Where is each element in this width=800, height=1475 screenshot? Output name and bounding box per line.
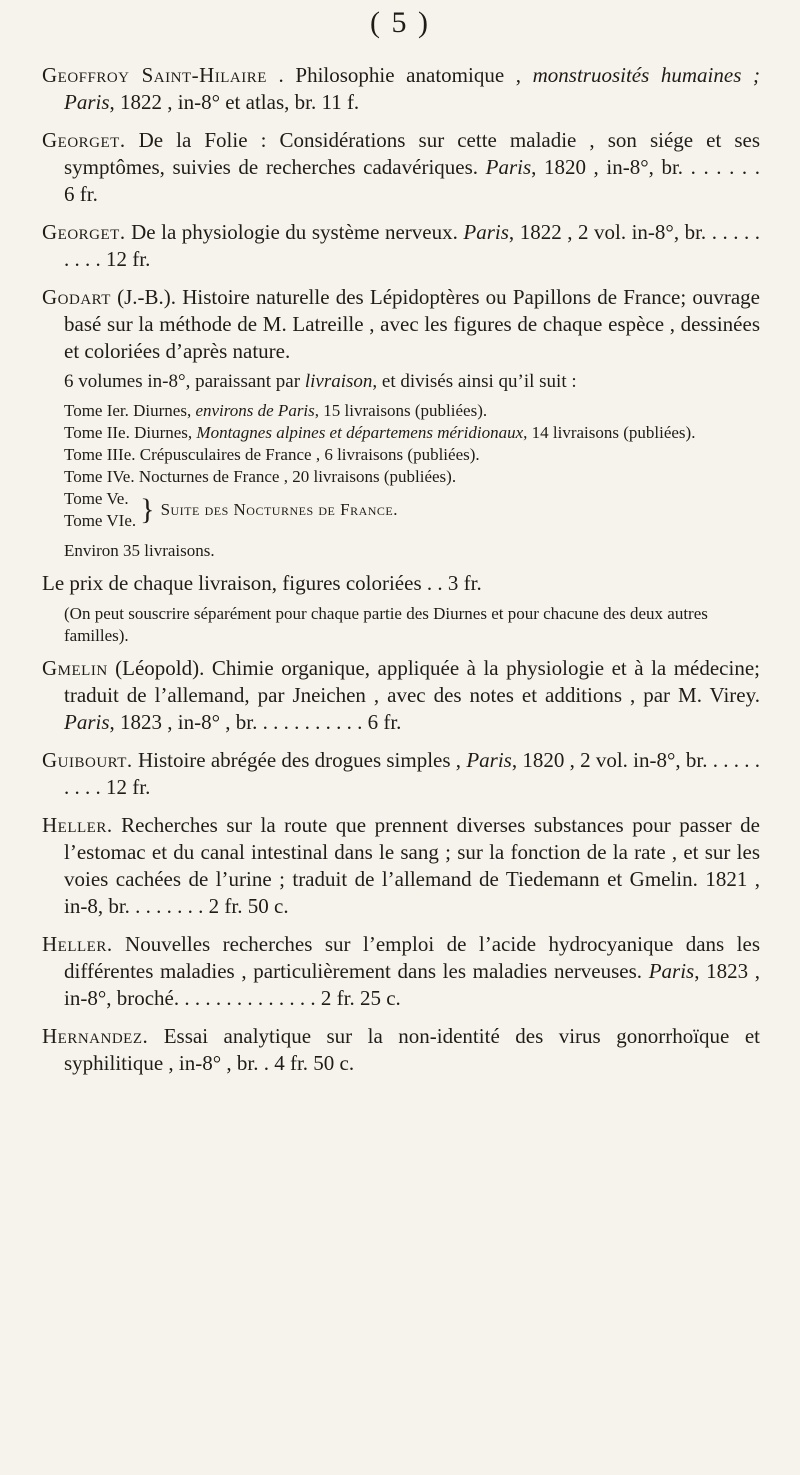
entry-rest: , 1823 , in-8°, broché. . . . . . . . . . . . . . — [64, 959, 761, 1010]
entry-rest: , 1823 , in-8° , br. . . . . . . . . . . — [109, 710, 363, 734]
tome-italic: environs de Paris — [195, 401, 315, 420]
entry-geoffroy — [42, 62, 760, 116]
entry-rest: , 1822 , 2 vol. in-8°, br. . . . . . . . . . — [64, 220, 761, 271]
entry-godart — [42, 284, 760, 365]
volumes-text: 6 volumes in-8°, paraissant par — [64, 371, 301, 392]
tome-rest: , 15 livraisons (publiées). — [314, 401, 488, 420]
brace-labels — [64, 488, 136, 532]
entry-text: . Philosophie anatomique , — [278, 63, 521, 87]
entry-price: 6 fr. — [64, 182, 98, 206]
tome-label: Tome IIIe. Crépusculaires de France , — [64, 445, 321, 464]
entry-price: 6 fr. — [367, 710, 402, 734]
tome-rest: 20 livraisons (publiées). — [292, 467, 457, 486]
entry-gmelin — [42, 655, 760, 736]
entry-price: 2 fr. 50 c. — [208, 894, 289, 918]
entry-author: Geoffroy Saint-Hilaire — [42, 63, 267, 87]
entry-price: 4 fr. 50 c. — [274, 1051, 355, 1075]
entry-rest: , 1820 , 2 vol. in-8°, br. . . . . . . . . . — [64, 748, 761, 799]
entry-price: 2 fr. 25 c. — [320, 986, 401, 1010]
livraison-price — [42, 570, 760, 597]
godart-volumes — [64, 369, 760, 394]
entry-price: 12 fr. — [106, 247, 151, 271]
tome-item — [64, 444, 760, 466]
entry-text: Essai analytique sur la non-identité des virus gonorrhoïque et syphilitique , in-8° , br. . — [64, 1024, 760, 1075]
catalogue-listing — [42, 62, 760, 1088]
entry-author: Guibourt. — [42, 748, 133, 772]
entry-heller-nouvelles — [42, 931, 760, 1012]
entry-text: (Léopold). Chimie organique, appliquée à la physiologie et à la médecine; traduit de l’allemand, par Jneichen , avec des notes et additions , par M. Virey. — [64, 656, 760, 707]
entry-author: Godart — [42, 285, 111, 309]
environ-livraisons: Environ 35 livraisons. — [64, 541, 215, 560]
entry-georget-physiologie — [42, 219, 760, 273]
entry-text: Nouvelles recherches sur l’emploi de l’acide hydrocyanique dans les différentes maladies , particulièrement dans les maladies nerveuses. — [64, 932, 760, 983]
tome-rest: 6 livraisons (publiées). — [324, 445, 480, 464]
entry-italic: monstruosités humaines ; Paris — [64, 63, 760, 114]
tome-label: Tome IVe. Nocturnes de France , — [64, 467, 288, 486]
brace-glyph: } — [140, 493, 155, 526]
price-text: Le prix de chaque livraison, figures coloriées . . — [42, 571, 443, 595]
tome-rest: , 14 livraisons (publiées). — [523, 423, 696, 442]
tome-label: Tome IIe. Diurnes, — [64, 423, 193, 442]
tome-item — [64, 400, 760, 422]
entry-italic: Paris — [466, 748, 512, 772]
entry-author: Georget. — [42, 220, 126, 244]
entry-text: Recherches sur la route que prennent diverses substances pour passer de l’estomac et du canal intestinal dans le sang ; sur la fonction de la rate , et sur les voies cachées de l’urine ; traduit de l’allemand de Tiedemann et Gmelin. 1821 , in-8, br. . . . . . . . — [64, 813, 760, 918]
entry-italic: Paris — [648, 959, 695, 983]
entry-text: Histoire abrégée des drogues simples , — [137, 748, 462, 772]
entry-text: De la physiologie du système nerveux. — [131, 220, 458, 244]
tome-brace-group — [64, 488, 760, 532]
price-value: 3 fr. — [447, 571, 482, 595]
tome5-label: Tome Ve. — [64, 489, 129, 508]
entry-italic: Paris — [463, 220, 509, 244]
entry-price: 11 f. — [321, 90, 360, 114]
tome-italic: Montagnes alpines et départemens méridionaux — [196, 423, 524, 442]
entry-price: 12 fr. — [106, 775, 151, 799]
volumes-italic: livraison — [304, 371, 373, 392]
entry-georget-folie — [42, 127, 760, 208]
entry-rest: , 1822 , in-8° et atlas, br. — [109, 90, 317, 114]
tome6-label: Tome VIe. — [64, 511, 137, 530]
entry-guibourt — [42, 747, 760, 801]
tome-item — [64, 422, 760, 444]
volumes-rest: , et divisés ainsi qu’il suit : — [372, 371, 577, 392]
page-number: ( 5 ) — [370, 6, 430, 39]
entry-author: Georget. — [42, 128, 126, 152]
tome-label: Tome Ier. Diurnes, — [64, 401, 192, 420]
tome-item — [64, 466, 760, 488]
tome-list — [64, 400, 760, 562]
entry-heller-recherches — [42, 812, 760, 920]
entry-italic: Paris — [64, 710, 110, 734]
entry-author: Heller. — [42, 932, 113, 956]
tome-suite: Suite des Nocturnes de France. — [160, 500, 398, 519]
entry-author: Hernandez. — [42, 1024, 149, 1048]
subscription-note: (On peut souscrire séparément pour chaque partie des Diurnes et pour chacune des deux autres familles). — [64, 604, 708, 645]
entry-hernandez — [42, 1023, 760, 1077]
entry-text: De la Folie : Considérations sur cette maladie , son siége et ses symptômes, suivies de recherches cadavériques. — [64, 128, 761, 179]
entry-italic: Paris — [485, 155, 532, 179]
entry-text: (J.-B.). Histoire naturelle des Lépidoptères ou Papillons de France; ouvrage basé sur la méthode de M. Latreille , avec les figures de chaque espèce , dessinées et coloriées d’après nature. — [64, 285, 760, 363]
entry-author: Gmelin — [42, 656, 108, 680]
entry-author: Heller. — [42, 813, 113, 837]
entry-rest: , 1820 , in-8°, br. . . . . . . — [531, 155, 761, 179]
